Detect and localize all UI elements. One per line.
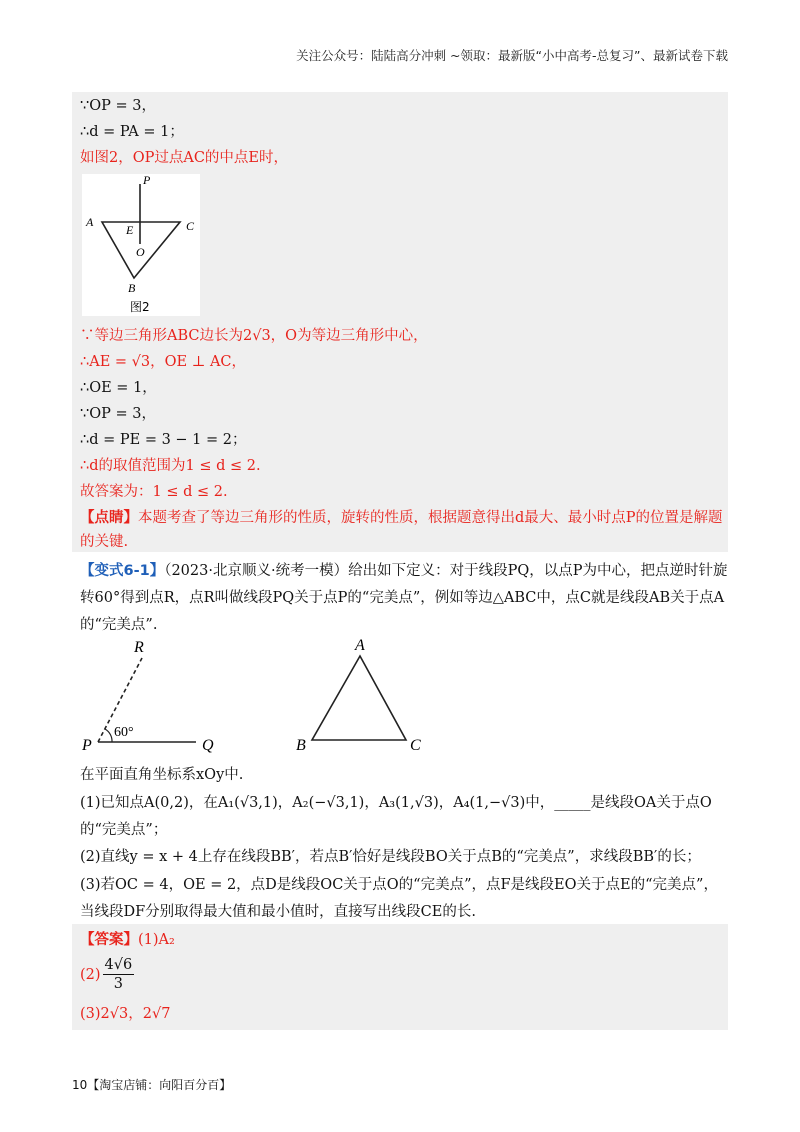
answer-2-fraction bbox=[103, 956, 135, 993]
page-header: 关注公众号：陆陆高分冲刺 ~领取：最新版“小中高考-总复习”、最新试卷下载 bbox=[296, 48, 728, 63]
label-p: P bbox=[143, 174, 151, 187]
label-b: B bbox=[128, 281, 136, 295]
answer-1 bbox=[80, 928, 175, 949]
label-c: C bbox=[410, 737, 421, 754]
figure-caption: 图2 bbox=[130, 300, 150, 314]
fraction-numerator: 4√6 bbox=[104, 957, 133, 973]
solution-line: 如图2，OP过点AC的中点E时， bbox=[80, 150, 289, 166]
question-3: (3)若OC = 4，OE = 2，点D是线段OC关于点O的“完美点”，点F是线段EO关于点E的“完美点”，当线段DF分别取得最大值和最小值时，直接写出线段CE的长. bbox=[80, 877, 718, 920]
comment bbox=[80, 506, 728, 554]
question-1: (1)已知点A(0,2)，在A₁(√3,1)，A₂(−√3,1)，A₃(1,√3)，A₄(1,−√3)中，_____是线段OA关于点O的“完美点”； bbox=[80, 795, 712, 838]
comment-text: 本题考查了等边三角形的性质，旋转的性质，根据题意得出d最大、最小时点P的位置是解题的关键. bbox=[80, 510, 723, 550]
coordinate-line: 在平面直角坐标系xOy中. bbox=[80, 767, 244, 783]
label-e: E bbox=[126, 223, 134, 237]
problem-intro-text: （2023·北京顺义·统考一模）给出如下定义：对于线段PQ，以点P为中心，把点逆时针旋转60°得到点R，点R叫做线段PQ关于点P的“完美点”，例如等边△ABC中，点C就是线段AB关于点A的“完美点”. bbox=[80, 563, 728, 633]
variant-label: 【变式6-1】 bbox=[80, 563, 165, 579]
problem-intro bbox=[80, 558, 728, 639]
solution-line: ∴d的取值范围为1 ≤ d ≤ 2. bbox=[80, 458, 261, 474]
solution-line: ∵OP = 3， bbox=[80, 406, 156, 422]
solution-line: ∵等边三角形ABC边长为2√3，O为等边三角形中心， bbox=[80, 328, 428, 344]
comment-label: 【点睛】 bbox=[80, 509, 138, 526]
fraction-denominator: 3 bbox=[113, 976, 124, 992]
label-b: B bbox=[296, 737, 306, 754]
solution-line: ∴d = PE = 3 − 1 = 2； bbox=[80, 432, 247, 448]
solution-line: ∴OE = 1， bbox=[80, 380, 157, 396]
answer-2 bbox=[80, 956, 134, 993]
label-q: Q bbox=[202, 737, 214, 754]
label-c: C bbox=[186, 219, 195, 233]
figure-2 bbox=[82, 174, 200, 316]
angle-label: 60° bbox=[114, 725, 134, 740]
solution-line: ∵OP = 3， bbox=[80, 98, 156, 114]
label-o: O bbox=[136, 245, 145, 259]
page-number: 10 bbox=[72, 1078, 88, 1092]
solution-line: ∴AE = √3，OE ⊥ AC， bbox=[80, 354, 247, 370]
question-2: (2)直线y = x + 4上存在线段BB′，若点B′恰好是线段BO关于点B的“完美点”，求线段BB′的长； bbox=[80, 849, 701, 865]
answer-1-text: (1)A₂ bbox=[138, 932, 175, 948]
solution-line: 故答案为：1 ≤ d ≤ 2. bbox=[80, 484, 228, 500]
label-p: P bbox=[82, 737, 92, 754]
page-footer bbox=[72, 1076, 231, 1093]
label-r: R bbox=[134, 639, 144, 656]
shop-name: 【淘宝店铺：向阳百分百】 bbox=[87, 1078, 232, 1092]
problem-figure bbox=[76, 636, 436, 756]
label-a: A bbox=[86, 215, 94, 229]
answer-label: 【答案】 bbox=[80, 931, 138, 948]
answer-3: (3)2√3，2√7 bbox=[80, 1006, 171, 1022]
label-a: A bbox=[355, 637, 365, 654]
answer-2-prefix: (2) bbox=[80, 966, 101, 983]
solution-line: ∴d = PA = 1； bbox=[80, 124, 184, 140]
